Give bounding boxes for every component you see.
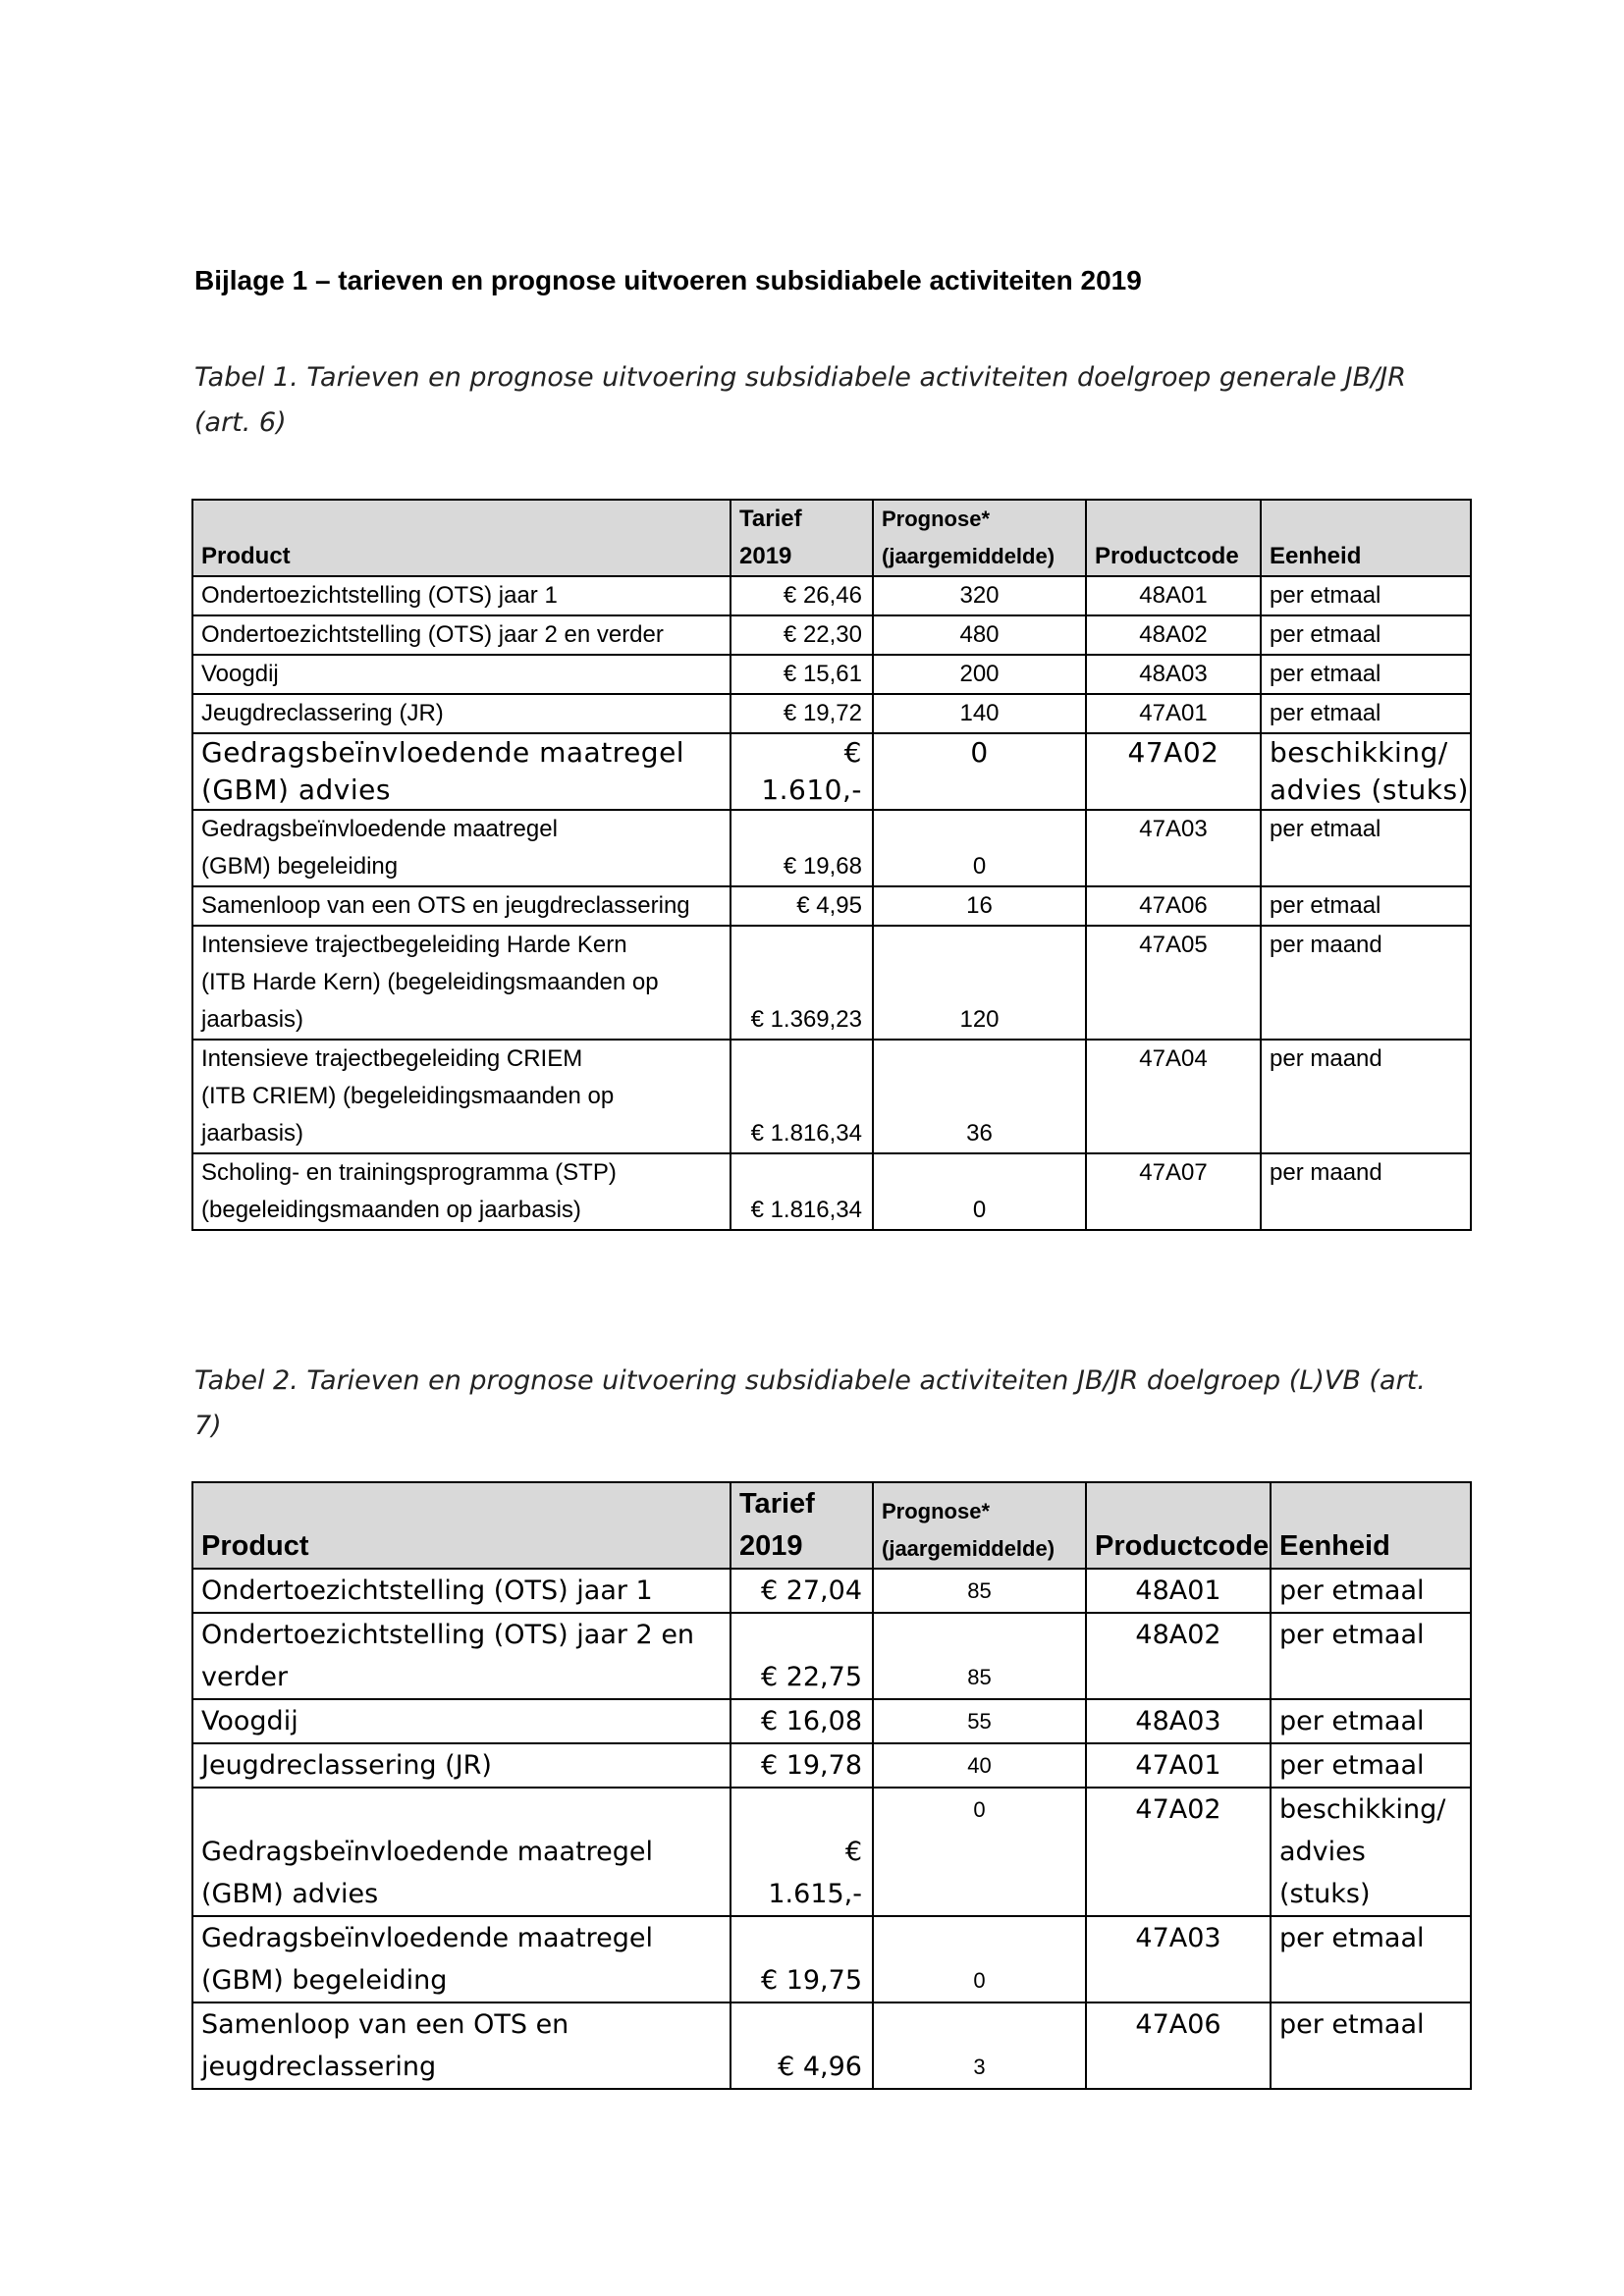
table1-cell-product: Voogdij (192, 655, 731, 694)
table2-cell-product: Samenloop van een OTS en jeugdreclassering (192, 2002, 731, 2089)
table1-cell-eenheid: per etmaal (1261, 576, 1471, 615)
table2-cell-tarief: € 1.615,- (731, 1788, 873, 1916)
table2-body (192, 1569, 1471, 2089)
table2-cell-product: Gedragsbeïnvloedende maatregel (GBM) advies (192, 1788, 731, 1916)
table1-cell-tarief: € 1.610,- (731, 733, 873, 810)
table1-cell-prognose: 0 (873, 733, 1086, 810)
table1-cell-product: Samenloop van een OTS en jeugdreclassering (192, 886, 731, 926)
table2-header-prognose: Prognose* (jaargemiddelde) (873, 1482, 1086, 1569)
table1-caption-line2: (art. 6) (194, 407, 287, 438)
table1-cell-productcode: 48A02 (1086, 615, 1261, 655)
table2-cell-tarief: € 16,08 (731, 1699, 873, 1743)
table1-cell-productcode: 47A01 (1086, 694, 1261, 733)
table1-header-row (192, 500, 1471, 576)
table1-row (192, 810, 1471, 886)
table2-cell-eenheid: beschikking/ advies (stuks) (1271, 1788, 1471, 1916)
table2-cell-tarief: € 27,04 (731, 1569, 873, 1613)
table1-row (192, 1153, 1471, 1230)
table1-cell-product: Ondertoezichtstelling (OTS) jaar 2 en verder (192, 615, 731, 655)
table1-row (192, 1040, 1471, 1153)
table2-header-eenheid: Eenheid (1271, 1482, 1471, 1569)
table1-cell-product: Ondertoezichtstelling (OTS) jaar 1 (192, 576, 731, 615)
table1 (191, 499, 1472, 1231)
table1-cell-product: Scholing- en trainingsprogramma (STP) (begeleidingsmaanden op jaarbasis) (192, 1153, 731, 1230)
table2-cell-productcode: 47A03 (1086, 1916, 1271, 2002)
table1-cell-product: Gedragsbeïnvloedende maatregel (GBM) begeleiding (192, 810, 731, 886)
table1-cell-prognose: 16 (873, 886, 1086, 926)
table2-row (192, 1569, 1471, 1613)
table1-cell-productcode: 47A04 (1086, 1040, 1261, 1153)
table2-cell-tarief: € 19,75 (731, 1916, 873, 2002)
table2-cell-productcode: 47A02 (1086, 1788, 1271, 1916)
table1-cell-productcode: 47A07 (1086, 1153, 1261, 1230)
table2-cell-eenheid: per etmaal (1271, 1743, 1471, 1788)
table1-cell-prognose: 36 (873, 1040, 1086, 1153)
table1-cell-eenheid: beschikking/ advies (stuks) (1261, 733, 1471, 810)
table1-cell-productcode: 48A01 (1086, 576, 1261, 615)
table1-cell-prognose: 140 (873, 694, 1086, 733)
table1-cell-productcode: 48A03 (1086, 655, 1261, 694)
table1-caption-line1: Tabel 1. Tarieven en prognose uitvoering subsidiabele activiteiten doelgroep generale JB/JR (194, 362, 1406, 393)
table2-cell-product: Ondertoezichtstelling (OTS) jaar 1 (192, 1569, 731, 1613)
table1-cell-prognose: 0 (873, 1153, 1086, 1230)
table2-row (192, 1699, 1471, 1743)
table1-row (192, 733, 1471, 810)
table1-cell-tarief: € 22,30 (731, 615, 873, 655)
table1-cell-eenheid: per etmaal (1261, 655, 1471, 694)
table2-cell-prognose: 55 (873, 1699, 1086, 1743)
table2-cell-prognose: 85 (873, 1569, 1086, 1613)
table2-cell-eenheid: per etmaal (1271, 1699, 1471, 1743)
table2-cell-prognose: 0 (873, 1916, 1086, 2002)
table1-header-eenheid: Eenheid (1261, 500, 1471, 576)
table2-cell-eenheid: per etmaal (1271, 1613, 1471, 1699)
table2-cell-product: Gedragsbeïnvloedende maatregel (GBM) begeleiding (192, 1916, 731, 2002)
table1-cell-eenheid: per etmaal (1261, 810, 1471, 886)
table2-cell-tarief: € 4,96 (731, 2002, 873, 2089)
table1-header-tarief: Tarief 2019 (731, 500, 873, 576)
table2-cell-eenheid: per etmaal (1271, 1569, 1471, 1613)
table2-caption (194, 1359, 1471, 1449)
table1-cell-eenheid: per maand (1261, 1040, 1471, 1153)
table2-cell-prognose: 85 (873, 1613, 1086, 1699)
table1-cell-tarief: € 19,68 (731, 810, 873, 886)
table2-cell-prognose: 0 (873, 1788, 1086, 1916)
table2-row (192, 1743, 1471, 1788)
table1-row (192, 615, 1471, 655)
table2-row (192, 1916, 1471, 2002)
table2-cell-eenheid: per etmaal (1271, 2002, 1471, 2089)
table1-cell-eenheid: per etmaal (1261, 615, 1471, 655)
table1-cell-prognose: 200 (873, 655, 1086, 694)
table2 (191, 1481, 1472, 2090)
table1-cell-tarief: € 15,61 (731, 655, 873, 694)
table1-cell-product: Intensieve trajectbegeleiding Harde Kern (ITB Harde Kern) (begeleidingsmaanden op jaarbasis) (192, 926, 731, 1040)
table1-cell-eenheid: per etmaal (1261, 694, 1471, 733)
table2-header-product: Product (192, 1482, 731, 1569)
table1-header-product: Product (192, 500, 731, 576)
table1-cell-product: Gedragsbeïnvloedende maatregel (GBM) advies (192, 733, 731, 810)
table2-header-row (192, 1482, 1471, 1569)
table2-cell-product: Ondertoezichtstelling (OTS) jaar 2 en verder (192, 1613, 731, 1699)
table2-cell-product: Voogdij (192, 1699, 731, 1743)
table2-row (192, 1788, 1471, 1916)
table2-cell-productcode: 48A02 (1086, 1613, 1271, 1699)
table1-cell-eenheid: per etmaal (1261, 886, 1471, 926)
table1-row (192, 655, 1471, 694)
table1-cell-tarief: € 4,95 (731, 886, 873, 926)
table2-cell-prognose: 40 (873, 1743, 1086, 1788)
table1-cell-prognose: 320 (873, 576, 1086, 615)
table2-cell-tarief: € 22,75 (731, 1613, 873, 1699)
table1-cell-productcode: 47A05 (1086, 926, 1261, 1040)
table1-cell-tarief: € 19,72 (731, 694, 873, 733)
table1-cell-prognose: 480 (873, 615, 1086, 655)
table1-cell-tarief: € 1.816,34 (731, 1153, 873, 1230)
table1-cell-productcode: 47A03 (1086, 810, 1261, 886)
table1-header-productcode: Productcode (1086, 500, 1261, 576)
table2-header-productcode: Productcode (1086, 1482, 1271, 1569)
table1-cell-prognose: 0 (873, 810, 1086, 886)
table2-row (192, 1613, 1471, 1699)
table1-caption (194, 355, 1471, 446)
table1-header-prognose: Prognose* (jaargemiddelde) (873, 500, 1086, 576)
table1-cell-productcode: 47A06 (1086, 886, 1261, 926)
table1-cell-eenheid: per maand (1261, 926, 1471, 1040)
table2-header-tarief: Tarief 2019 (731, 1482, 873, 1569)
table2-cell-productcode: 47A01 (1086, 1743, 1271, 1788)
table2-row (192, 2002, 1471, 2089)
table2-cell-product: Jeugdreclassering (JR) (192, 1743, 731, 1788)
table1-cell-productcode: 47A02 (1086, 733, 1261, 810)
table2-cell-productcode: 48A03 (1086, 1699, 1271, 1743)
table2-caption-line1: Tabel 2. Tarieven en prognose uitvoering subsidiabele activiteiten JB/JR doelgroep (L)VB (art. (194, 1365, 1426, 1396)
table1-cell-tarief: € 1.816,34 (731, 1040, 873, 1153)
table1-row (192, 926, 1471, 1040)
table1-cell-tarief: € 1.369,23 (731, 926, 873, 1040)
table2-cell-productcode: 47A06 (1086, 2002, 1271, 2089)
page-heading: Bijlage 1 – tarieven en prognose uitvoeren subsidiabele activiteiten 2019 (194, 265, 1142, 295)
table2-cell-tarief: € 19,78 (731, 1743, 873, 1788)
table1-row (192, 694, 1471, 733)
table1-cell-product: Intensieve trajectbegeleiding CRIEM (ITB CRIEM) (begeleidingsmaanden op jaarbasis) (192, 1040, 731, 1153)
table1-row (192, 576, 1471, 615)
table1-row (192, 886, 1471, 926)
table1-cell-prognose: 120 (873, 926, 1086, 1040)
table1-cell-product: Jeugdreclassering (JR) (192, 694, 731, 733)
table2-cell-eenheid: per etmaal (1271, 1916, 1471, 2002)
table2-cell-prognose: 3 (873, 2002, 1086, 2089)
table2-cell-productcode: 48A01 (1086, 1569, 1271, 1613)
table1-cell-eenheid: per maand (1261, 1153, 1471, 1230)
table2-caption-line2: 7) (194, 1411, 222, 1441)
table1-body (192, 576, 1471, 1230)
table1-cell-tarief: € 26,46 (731, 576, 873, 615)
